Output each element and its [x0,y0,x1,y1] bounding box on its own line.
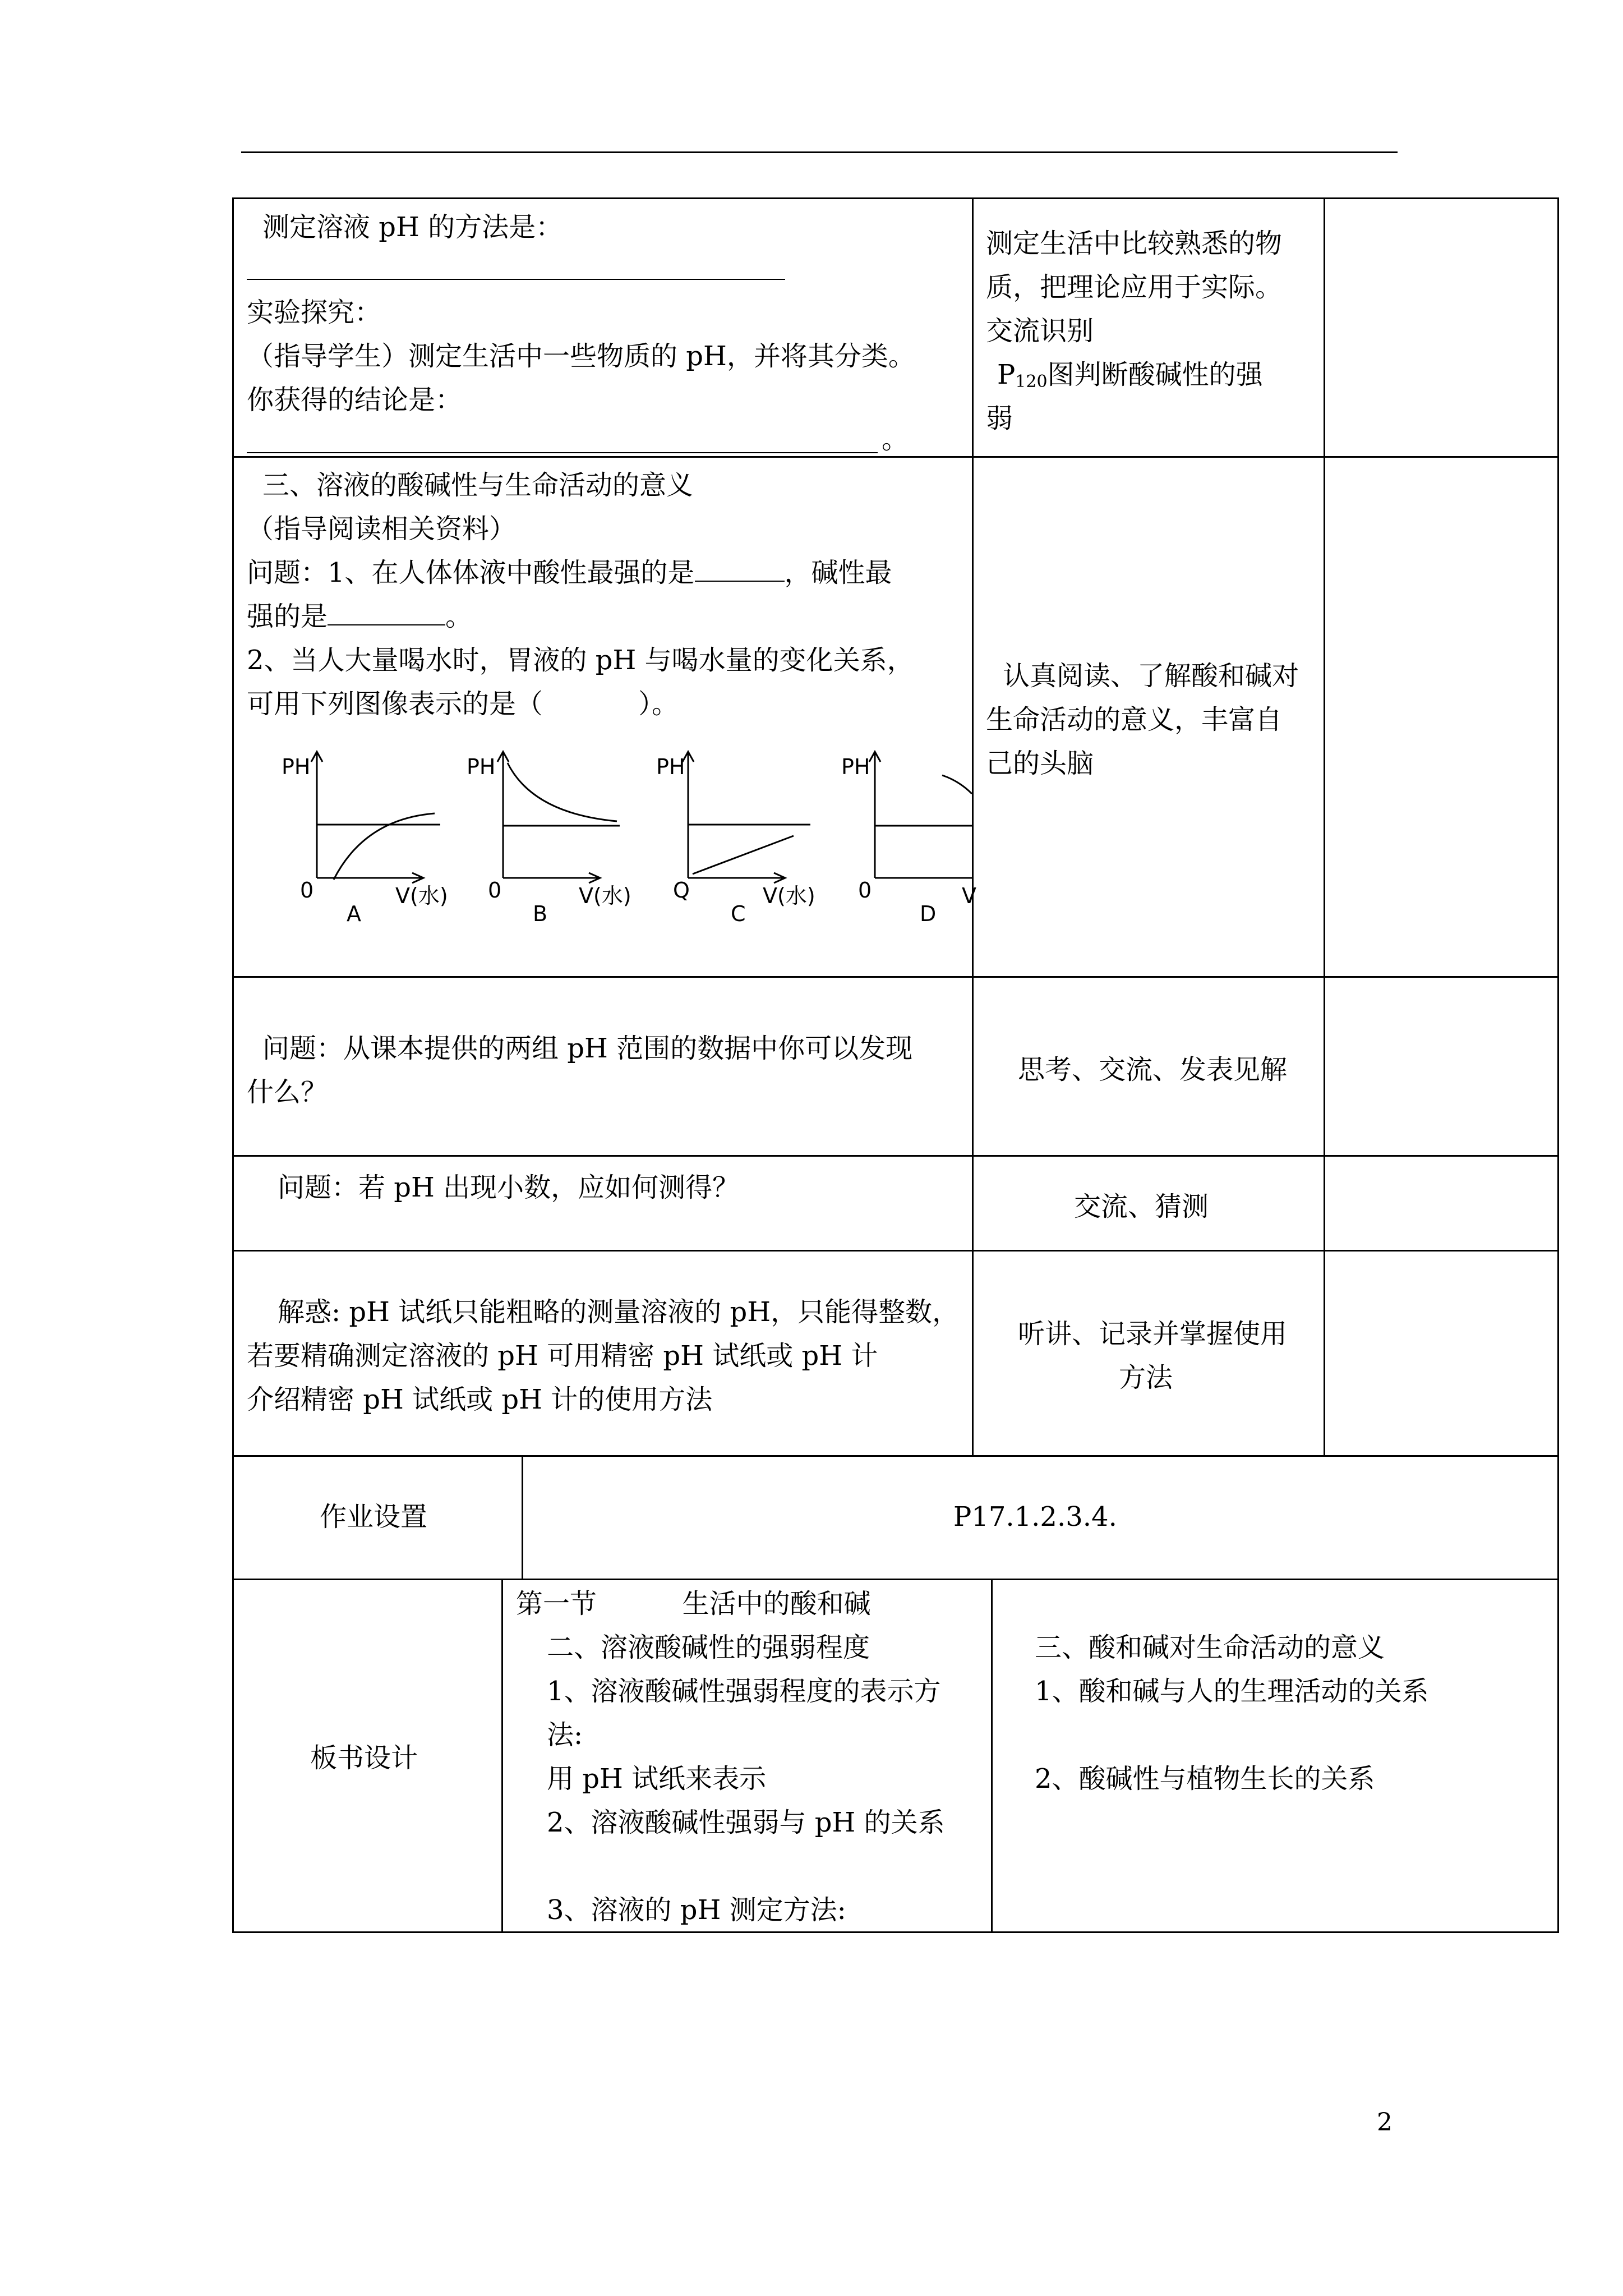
graph-d-origin: 0 [858,878,872,903]
board-middle-line3: 1、溶液酸碱性强弱程度的表示方 [547,1676,941,1707]
graph-d-x-label: V [962,884,976,908]
row1-mid-line1: 测定生活中比较熟悉的物 [986,228,1283,259]
row4-mid: 交流、猜测 [1074,1191,1209,1222]
row1-left-line5-end: 。 [882,424,909,455]
homework-value: P17.1.2.3.4. [953,1501,1117,1533]
page-number: 2 [1377,2108,1393,2137]
p-letter: P [997,359,1016,390]
row2-left-line6 [247,682,679,726]
question-text: 可用下列图像表示的是（ [247,688,543,720]
row2-mid-line2: 生命活动的意义，丰富自 [986,704,1283,735]
row-divider [232,1455,1559,1457]
row2-left-line5: 2、当人大量喝水时，胃液的 pH 与喝水量的变化关系， [247,645,914,676]
row2-mid-line3: 己的头脑 [986,748,1094,779]
graph-a-x-label: V(水) [395,884,448,908]
board-right-line3: 2、酸碱性与植物生长的关系 [1035,1763,1375,1795]
table-border-right [1557,197,1559,1933]
row1-mid-line4-rest: 图判断酸碱性的强 [1047,359,1263,390]
row2-left-line3 [247,551,892,595]
row5-left-line2: 若要精确测定溶液的 pH 可用精密 pH 试纸或 pH 计 [247,1340,878,1372]
row1-left-line3: （指导学生）测定生活中一些物质的 pH，并将其分类。 [247,341,915,372]
question-text: 。 [445,601,473,632]
board-middle-line1: 第一节 生活中的酸和碱 [516,1588,871,1619]
table-border-top [232,197,1559,199]
row1-mid-line2: 质，把理论应用于实际。 [986,272,1283,303]
col-divider [501,1579,503,1933]
row5-mid-line2: 方法 [1119,1362,1173,1393]
row1-left-line1: 测定溶液 pH 的方法是： [262,211,563,243]
board-right-line1: 三、酸和碱对生命活动的意义 [1035,1632,1385,1663]
board-label: 板书设计 [310,1742,418,1774]
col-divider [522,1455,523,1580]
graph-c-x-label: V(水) [763,884,815,908]
board-middle-line4: 法: [547,1719,583,1751]
row2-left-line1: 三、溶液的酸碱性与生命活动的意义 [262,470,694,501]
question-text: ）。 [638,688,679,720]
row1-left-line2: 实验探究： [247,297,382,328]
page-subscript: 120 [1015,372,1048,392]
row1-left-line4: 你获得的结论是： [247,384,463,416]
row3-left-line2: 什么？ [247,1076,328,1108]
graph-c-option: C [731,901,746,926]
col-divider [972,197,974,1457]
graph-b-x-label: V(水) [579,884,631,908]
answer-blank [695,558,785,582]
graph-d-y-label: PH [841,754,870,779]
graph-b-y-label: PH [467,754,496,779]
row5-mid-line1: 听讲、记录并掌握使用 [1018,1318,1288,1350]
graph-d-option: D [920,901,937,926]
graph-c-y-label: PH [656,754,685,779]
graph-b [497,752,620,883]
graph-d [869,752,972,878]
graph-a [311,752,440,883]
graph-b-origin: 0 [488,878,502,903]
row5-left-line1: 解惑: pH 试纸只能粗略的测量溶液的 pH，只能得整数， [278,1296,960,1328]
col-divider [991,1579,993,1933]
row-divider [232,1579,1559,1580]
board-middle-line5: 用 pH 试纸来表示 [547,1763,767,1795]
question-text: ，碱性最 [784,557,892,588]
graph-b-option: B [533,901,548,926]
table-border-bottom [232,1931,1559,1933]
row1-mid-line3: 交流识别 [986,315,1094,347]
answer-blank [328,602,445,625]
answer-blank-line [247,452,878,453]
row2-left-line4 [247,595,472,638]
question-text: 问题：1、在人体体液中酸性最强的是 [247,557,695,588]
table-border-left [232,197,234,1933]
row3-left-line1: 问题：从课本提供的两组 pH 范围的数据中你可以发现 [262,1033,913,1064]
board-middle-line7: 3、溶液的 pH 测定方法: [547,1894,846,1926]
graph-c-origin: Q [673,878,690,903]
row5-left-line3: 介绍精密 pH 试纸或 pH 计的使用方法 [247,1384,713,1415]
graph-a-y-label: PH [282,754,311,779]
board-middle-line6: 2、溶液酸碱性强弱与 pH 的关系 [547,1807,945,1838]
board-middle-line2: 二、溶液酸碱性的强弱程度 [547,1632,870,1663]
ph-graphs [269,746,976,948]
row-divider [232,1155,1559,1157]
row1-mid-line4 [986,353,1263,404]
question-text: 强的是 [247,601,328,632]
answer-blank-line [247,279,785,280]
homework-label: 作业设置 [320,1501,428,1533]
row1-mid-line5: 弱 [986,403,1013,434]
board-right-line2: 1、酸和碱与人的生理活动的关系 [1035,1676,1429,1707]
row-divider [232,976,1559,978]
row4-left: 问题：若 pH 出现小数，应如何测得？ [278,1172,740,1203]
row2-left-line2: （指导阅读相关资料） [247,513,517,545]
row-divider [232,1250,1559,1251]
graph-a-option: A [347,901,361,926]
col-divider [1324,197,1325,1457]
row3-mid: 思考、交流、发表见解 [1018,1054,1288,1085]
graph-a-origin: 0 [300,878,314,903]
row2-mid-line1: 认真阅读、了解酸和碱对 [1003,660,1299,692]
graph-c [683,752,810,883]
header-rule [241,151,1398,153]
